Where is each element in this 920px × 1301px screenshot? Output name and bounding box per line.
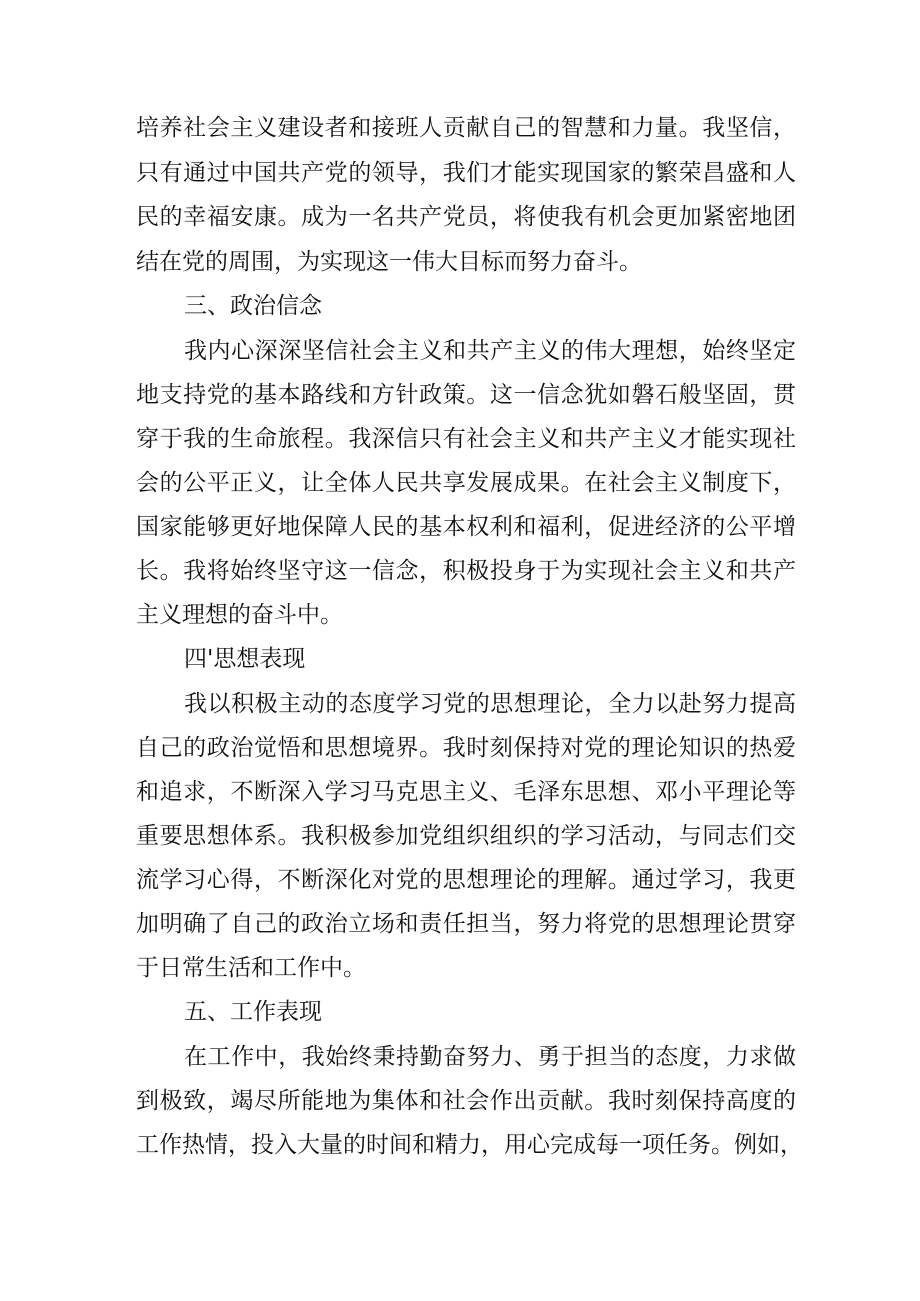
paragraph-line: 到极致，竭尽所能地为集体和社会作出贡献。我时刻保持高度的: [136, 1088, 796, 1114]
paragraph-line: 民的幸福安康。成为一名共产党员，将使我有机会更加紧密地团: [136, 204, 796, 230]
paragraph-line: 自己的政治觉悟和思想境界。我时刻保持对党的理论知识的热爱: [136, 735, 796, 761]
section-heading-ideological-performance: 四'思想表现: [184, 646, 306, 672]
paragraph-line: 在工作中，我始终秉持勤奋努力、勇于担当的态度，力求做: [184, 1044, 796, 1070]
paragraph-line: 穿于我的生命旅程。我深信只有社会主义和共产主义才能实现社: [136, 426, 796, 452]
paragraph-line: 和追求，不断深入学习马克思主义、毛泽东思想、邓小平理论等: [136, 779, 796, 805]
paragraph-line: 会的公平正义，让全体人民共享发展成果。在社会主义制度下，: [136, 470, 796, 496]
paragraph-line: 加明确了自己的政治立场和责任担当，努力将党的思想理论贯穿: [136, 911, 796, 937]
paragraph-line: 结在党的周围，为实现这一伟大目标而努力奋斗。: [136, 249, 642, 275]
paragraph-line: 只有通过中国共产党的领导，我们才能实现国家的繁荣昌盛和人: [136, 160, 796, 186]
paragraph-line: 流学习心得，不断深化对党的思想理论的理解。通过学习，我更: [136, 867, 796, 893]
paragraph-line: 于日常生活和工作中。: [136, 955, 366, 981]
section-heading-political-belief: 三、政治信念: [184, 293, 322, 319]
paragraph-line: 国家能够更好地保障人民的基本权利和福利，促进经济的公平增: [136, 514, 796, 540]
paragraph-line: 地支持党的基本路线和方针政策。这一信念犹如磐石般坚固，贯: [136, 382, 796, 408]
paragraph-line: 主义理想的奋斗中。: [136, 602, 343, 628]
paragraph-line: 培养社会主义建设者和接班人贡献自己的智慧和力量。我坚信，: [136, 115, 796, 141]
paragraph-line: 工作热情，投入大量的时间和精力，用心完成每一项任务。例如，: [136, 1132, 803, 1158]
paragraph-line: 我内心深深坚信社会主义和共产主义的伟大理想，始终坚定: [184, 338, 796, 364]
paragraph-line: 重要思想体系。我积极参加党组织组织的学习活动，与同志们交: [136, 823, 796, 849]
section-heading-work-performance: 五、工作表现: [184, 999, 322, 1025]
paragraph-line: 长。我将始终坚守这一信念，积极投身于为实现社会主义和共产: [136, 558, 796, 584]
paragraph-line: 我以积极主动的态度学习党的思想理论，全力以赴努力提高: [184, 691, 796, 717]
